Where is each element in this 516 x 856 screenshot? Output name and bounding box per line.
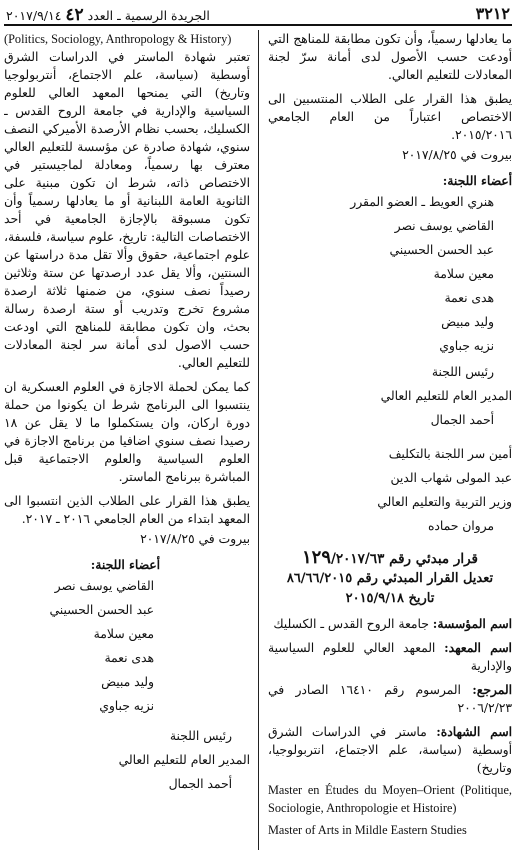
page-number: ٣٢١٢ xyxy=(475,4,510,23)
minister-name: مروان حماده xyxy=(427,519,494,533)
degree-field xyxy=(268,723,512,777)
paragraph: يطبق هذا القرار على الطلاب المنتسبين الى الاختصاص اعتباراً من العام الجامعي ٢٠١٥/٢٠١٦. xyxy=(268,92,512,142)
member-name: عبد الحسن الحسيني xyxy=(49,603,154,617)
right-column xyxy=(268,30,512,852)
member-name: القاضي يوسف نصر xyxy=(394,219,494,233)
member-name: وليد مبيض xyxy=(441,315,494,329)
degree-name-english-cont: (Politics, Sociology, Anthropology & History) xyxy=(4,32,232,46)
column-divider xyxy=(258,30,259,850)
field-label: اسم المؤسسة: xyxy=(432,616,512,631)
committee-members xyxy=(4,574,250,718)
secretary-title: أمين سر اللجنة بالتكليف xyxy=(388,447,512,461)
committee-title: أعضاء اللجنة: xyxy=(90,557,160,572)
dateline: بيروت في ٢٠١٧/٨/٢٥ xyxy=(402,148,512,162)
member-name: هدى نعمة xyxy=(104,651,154,665)
issue-date: ٢٠١٧/٩/١٤ xyxy=(6,8,62,23)
paragraph: كما يمكن لحملة الاجازة في العلوم العسكرية ان ينتسبوا الى البرنامج شرط ان يكونوا من حملة دورة اركان، وان يستكملوا ما لا يقل عن ١٨ رصيدا نصف سنوي اضافيا من برنامج الاجازة في العلوم السياسية والعلوم الاجتماعية قبل المباشرة ببرنامج الماستر. xyxy=(4,380,250,484)
issue-number: ٤٢ xyxy=(65,5,84,25)
secretary-name: عبد المولى شهاب الدين xyxy=(390,471,512,485)
decision-title xyxy=(268,548,512,569)
member-name: معين سلامة xyxy=(433,267,494,281)
decision-ref: /٢٠١٧/٦٣ xyxy=(331,551,385,567)
member-name: نزيه جباوي xyxy=(99,699,154,713)
decision-prefix: قرار مبدئي رقم xyxy=(389,551,479,567)
committee-members xyxy=(268,190,512,358)
decision-date: تاريخ ٢٠١٥/٩/١٨ xyxy=(345,591,435,606)
chair-name: أحمد الجمال xyxy=(430,413,494,427)
institution-field xyxy=(268,615,512,633)
member-name: نزيه جباوي xyxy=(439,339,494,353)
member-name: هنري العويط ـ العضو المقرر xyxy=(350,195,494,209)
left-column xyxy=(4,30,250,852)
field-value: المعهد العالي للعلوم السياسية والإدارية xyxy=(268,641,512,673)
field-value: ماستر في الدراسات الشرق أوسطية (سياسة، علم الاجتماع، انتربولوجيا، وتاريخ) xyxy=(268,725,512,775)
chair-title: رئيس اللجنة xyxy=(169,729,232,743)
field-value: جامعة الروح القدس ـ الكسليك xyxy=(273,617,429,631)
member-name: عبد الحسن الحسيني xyxy=(389,243,494,257)
field-value: المرسوم رقم ١٦٤١٠ الصادر في ٢٠٠٦/٢/٢٣ xyxy=(268,683,512,715)
degree-name-english: Master of Arts in Mildle Eastern Studies xyxy=(268,823,467,837)
dateline: بيروت في ٢٠١٧/٨/٢٥ xyxy=(140,532,250,546)
institute-field xyxy=(268,639,512,675)
minister-title: وزير التربية والتعليم العالي xyxy=(377,495,512,509)
committee-title: أعضاء اللجنة: xyxy=(442,173,512,188)
member-name: القاضي يوسف نصر xyxy=(54,579,154,593)
field-label: المرجع: xyxy=(472,682,512,697)
paragraph: يطبق هذا القرار على الطلاب الذين انتسبوا الى المعهد ابتداء من العام الجامعي ٢٠١٦ ـ ٢٠١٧. xyxy=(4,494,250,526)
page-header xyxy=(4,4,512,26)
amendment-title: تعديل القرار المبدئي رقم ٨٦/٦٦/٢٠١٥ xyxy=(286,571,494,586)
member-name: معين سلامة xyxy=(93,627,154,641)
paragraph: تعتبر شهادة الماستر في الدراسات الشرق أوسطية (سياسة، علم الاجتماع، أنتربولوجيا وتاريخ) التي يمنحها المعهد العالي للعلوم السياسية والإدارية في جامعة الروح القدس ـ الكسليك، بحسب نظام الأرصدة الأميركي النصف سنوي، شهادة صادرة عن مؤسسة للتعليم العالي معترف بها رسمياً، ومعادلة لماجيستير في الاختصاص ذاته، شرط ان تكون مبنية على الثانوية العامة اللبنانية أو ما يعادلها رسمياً وأن تكون مسبوقة بالإجازة الجامعية في أحد الاختصاصات التالية: تاريخ، علوم سياسة، فلسفة، علوم اجتماعية، حقوق وألا تقل مدة دراستها عن السنتين، وألا يقل عدد ارصدتها عن ستة وثلاثين رصيداً نصف سنوي، من ضمنها ثلاثة ارصدة مشروع تخرج وتدريب أو ستة ارصدة رسالة بحث، وان تكون مطابقة للمناهج التي اودعت حسب الاصول لدى أمانة سر لجنة المعادلات للتعليم العالي. xyxy=(4,50,250,370)
member-name: هدى نعمة xyxy=(444,291,494,305)
chair-role: المدير العام للتعليم العالي xyxy=(380,389,512,403)
journal-name: الجريدة الرسمية ـ العدد xyxy=(87,8,210,23)
chair-role: المدير العام للتعليم العالي xyxy=(118,753,250,767)
paragraph: ما يعادلها رسمياً، وأن تكون مطابقة للمناهج التي أودعت حسب الأصول لدى أمانة سرّ لجنة المعادلات للتعليم العالي. xyxy=(268,32,512,82)
chair-name: أحمد الجمال xyxy=(168,777,232,791)
journal-title xyxy=(6,5,210,25)
degree-name-french: Master en Études du Moyen–Orient (Politique, Sociologie, Anthropologie et Histoire) xyxy=(268,783,512,815)
field-label: اسم الشهادة: xyxy=(436,724,512,739)
chair-title: رئيس اللجنة xyxy=(431,365,494,379)
decision-number: ١٢٩ xyxy=(301,547,331,568)
reference-field xyxy=(268,681,512,717)
field-label: اسم المعهد: xyxy=(444,640,512,655)
member-name: وليد مبيض xyxy=(101,675,154,689)
